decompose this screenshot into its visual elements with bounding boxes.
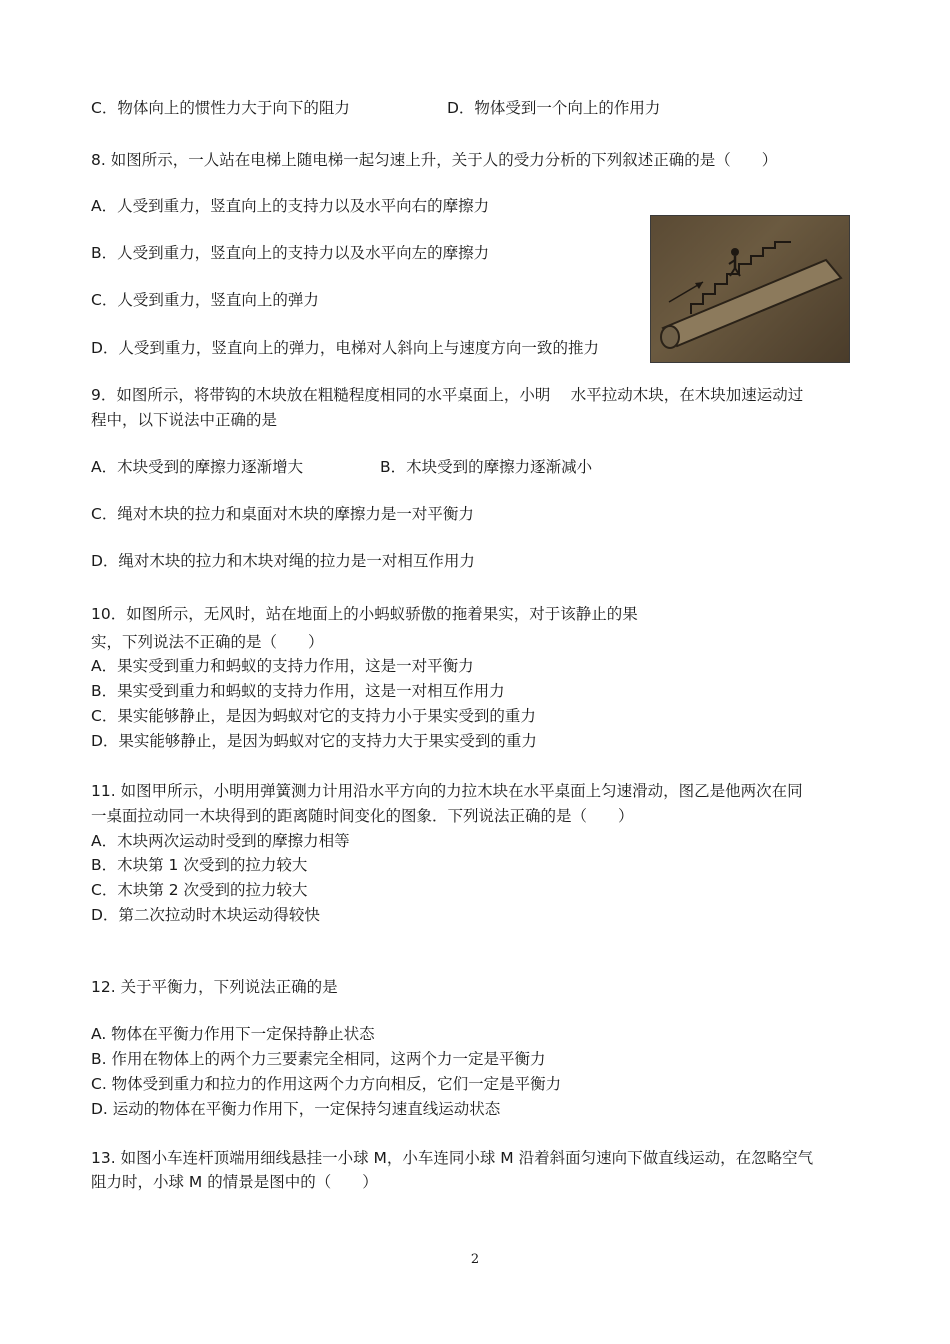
- q11-stem-line1: 11. 如图甲所示，小明用弹簧测力计用沿水平方向的力拉木块在水平桌面上匀速滑动，图乙是他两次在同: [91, 782, 803, 800]
- q12-option-d: D. 运动的物体在平衡力作用下，一定保持匀速直线运动状态: [91, 1100, 501, 1118]
- q12-option-c: C. 物体受到重力和拉力的作用这两个力方向相反，它们一定是平衡力: [91, 1075, 562, 1093]
- q8-option-d: D．人受到重力，竖直向上的弹力，电梯对人斜向上与速度方向一致的推力: [91, 339, 599, 357]
- q9-option-b: B．木块受到的摩擦力逐渐减小: [380, 458, 593, 476]
- q9-option-c: C．绳对木块的拉力和桌面对木块的摩擦力是一对平衡力: [91, 505, 474, 523]
- q12-option-b: B. 作用在物体上的两个力三要素完全相同，这两个力一定是平衡力: [91, 1050, 546, 1068]
- q10-option-b: B．果实受到重力和蚂蚁的支持力作用，这是一对相互作用力: [91, 682, 505, 700]
- q7-option-d: D．物体受到一个向上的作用力: [447, 99, 661, 117]
- q12-option-a: A. 物体在平衡力作用下一定保持静止状态: [91, 1025, 375, 1043]
- q11-option-c: C．木块第 2 次受到的拉力较大: [91, 881, 308, 899]
- q11-option-b: B．木块第 1 次受到的拉力较大: [91, 856, 308, 874]
- q10-stem-line2: 实，下列说法不正确的是（ ）: [91, 633, 324, 651]
- q13-stem-line2: 阻力时，小球 M 的情景是图中的（ ）: [91, 1173, 378, 1191]
- q8-option-b: B．人受到重力，竖直向上的支持力以及水平向左的摩擦力: [91, 244, 490, 262]
- q7-option-c: C．物体向上的惯性力大于向下的阻力: [91, 99, 350, 117]
- q11-option-d: D．第二次拉动时木块运动得较快: [91, 906, 320, 924]
- escalator-drawing: [651, 216, 850, 363]
- q13-stem-line1: 13. 如图小车连杆顶端用细线悬挂一小球 M，小车连同小球 M 沿着斜面匀速向下做直线运动，在忽略空气: [91, 1149, 814, 1167]
- q10-option-a: A．果实受到重力和蚂蚁的支持力作用，这是一对平衡力: [91, 657, 474, 675]
- q11-stem-line2: 一桌面拉动同一木块得到的距离随时间变化的图象．下列说法正确的是（ ）: [91, 807, 634, 825]
- q12-stem: 12. 关于平衡力，下列说法正确的是: [91, 978, 338, 996]
- q10-option-d: D．果实能够静止，是因为蚂蚁对它的支持力大于果实受到的重力: [91, 732, 537, 750]
- q10-stem-line1: 10．如图所示，无风时，站在地面上的小蚂蚁骄傲的拖着果实，对于该静止的果: [91, 605, 638, 623]
- q8-option-a: A．人受到重力，竖直向上的支持力以及水平向右的摩擦力: [91, 197, 490, 215]
- page-number: 2: [470, 1252, 480, 1267]
- q11-option-a: A．木块两次运动时受到的摩擦力相等: [91, 832, 350, 850]
- escalator-photo: [650, 215, 850, 363]
- q9-stem-line2: 程中，以下说法中正确的是: [91, 411, 278, 429]
- q8-stem: 8. 如图所示，一人站在电梯上随电梯一起匀速上升，关于人的受力分析的下列叙述正确的是（ ）: [91, 151, 778, 169]
- q9-option-d: D．绳对木块的拉力和木块对绳的拉力是一对相互作用力: [91, 552, 475, 570]
- q9-stem-line1: 9．如图所示，将带钩的木块放在粗糙程度相同的水平桌面上，小明 水平拉动木块，在木块加速运动过: [91, 386, 804, 404]
- q9-option-a: A．木块受到的摩擦力逐渐增大: [91, 458, 304, 476]
- q8-option-c: C．人受到重力，竖直向上的弹力: [91, 291, 319, 309]
- q10-option-c: C．果实能够静止，是因为蚂蚁对它的支持力小于果实受到的重力: [91, 707, 536, 725]
